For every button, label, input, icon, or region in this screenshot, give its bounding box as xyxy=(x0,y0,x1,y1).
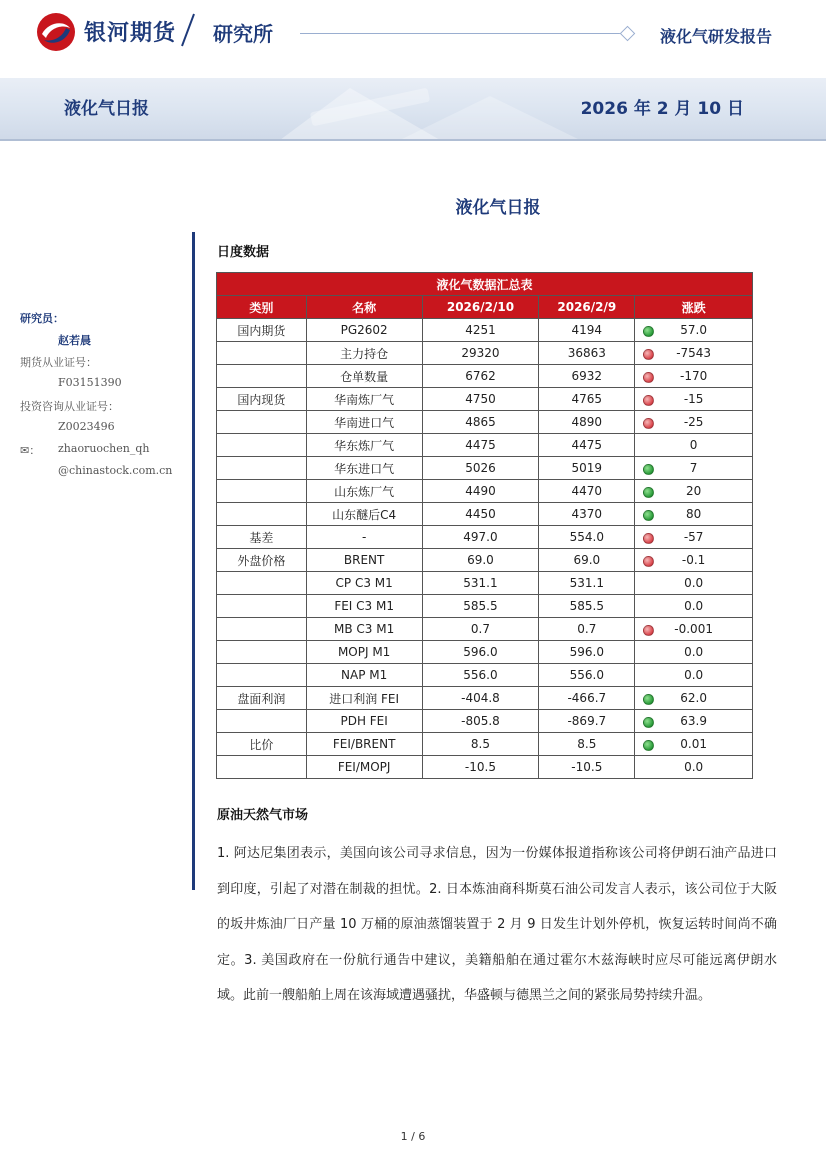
cell-value-date-2: 0.7 xyxy=(539,618,635,641)
cell-change xyxy=(635,618,753,641)
cell-value-date-2: 596.0 xyxy=(539,641,635,664)
cell-change xyxy=(635,480,753,503)
cell-change xyxy=(635,664,753,687)
cell-value-date-2: 8.5 xyxy=(539,733,635,756)
cell-name: NAP M1 xyxy=(306,664,422,687)
cell-name: CP C3 M1 xyxy=(306,572,422,595)
cell-change xyxy=(635,710,753,733)
cell-value-date-1: 5026 xyxy=(422,457,539,480)
cell-value-date-1: 6762 xyxy=(422,365,539,388)
cell-name: 山东炼厂气 xyxy=(306,480,422,503)
change-value: 0.01 xyxy=(680,737,707,751)
cell-category xyxy=(217,342,307,365)
advisory-cert-number: Z0023496 xyxy=(58,420,115,433)
cell-category: 比价 xyxy=(217,733,307,756)
cell-category xyxy=(217,365,307,388)
cell-value-date-2: -10.5 xyxy=(539,756,635,779)
down-indicator-icon xyxy=(643,349,654,360)
email-icon: ✉： xyxy=(20,444,41,457)
cell-change xyxy=(635,411,753,434)
cell-value-date-1: 8.5 xyxy=(422,733,539,756)
division-name: 研究所 xyxy=(213,22,273,46)
cell-change xyxy=(635,641,753,664)
cell-value-date-2: 36863 xyxy=(539,342,635,365)
cell-category xyxy=(217,411,307,434)
change-value: 63.9 xyxy=(680,714,707,728)
cell-name: 华南进口气 xyxy=(306,411,422,434)
table-row xyxy=(217,756,753,779)
cell-change xyxy=(635,687,753,710)
email-line-1[interactable]: zhaoruochen_qh xyxy=(58,442,150,455)
cell-value-date-2: -869.7 xyxy=(539,710,635,733)
futures-cert-number: F03151390 xyxy=(58,376,122,389)
change-value: -0.1 xyxy=(681,553,706,567)
cell-name: FEI/BRENT xyxy=(306,733,422,756)
up-indicator-icon xyxy=(643,717,654,728)
cell-value-date-1: -805.8 xyxy=(422,710,539,733)
cell-name: PDH FEI xyxy=(306,710,422,733)
down-indicator-icon xyxy=(643,372,654,383)
cell-value-date-2: 554.0 xyxy=(539,526,635,549)
up-indicator-icon xyxy=(643,510,654,521)
cell-category xyxy=(217,457,307,480)
cell-name: MB C3 M1 xyxy=(306,618,422,641)
change-value: -170 xyxy=(680,369,708,383)
change-value: 0.0 xyxy=(684,760,704,774)
change-value: -57 xyxy=(683,530,704,544)
cell-value-date-2: 4475 xyxy=(539,434,635,457)
band-decoration xyxy=(240,78,600,140)
cell-value-date-1: 4450 xyxy=(422,503,539,526)
up-indicator-icon xyxy=(643,694,654,705)
cell-change xyxy=(635,756,753,779)
table-row xyxy=(217,411,753,434)
change-value: -7543 xyxy=(676,346,712,360)
cell-value-date-2: 556.0 xyxy=(539,664,635,687)
cell-category xyxy=(217,710,307,733)
advisory-cert-label: 投资咨询从业证号： xyxy=(20,400,119,413)
cell-category xyxy=(217,595,307,618)
band-title: 液化气日报 xyxy=(64,99,149,119)
down-indicator-icon xyxy=(643,395,654,406)
table-row xyxy=(217,687,753,710)
report-type: 液化气研发报告 xyxy=(659,27,772,46)
cell-value-date-1: 69.0 xyxy=(422,549,539,572)
cell-change xyxy=(635,319,753,342)
cell-value-date-2: 4370 xyxy=(539,503,635,526)
table-row xyxy=(217,457,753,480)
change-value: 0 xyxy=(689,438,698,452)
cell-name: 华南炼厂气 xyxy=(306,388,422,411)
table-caption: 液化气数据汇总表 xyxy=(217,273,753,296)
table-row xyxy=(217,319,753,342)
header-diamond-icon xyxy=(620,26,636,42)
researcher-name: 赵若晨 xyxy=(58,334,91,347)
cell-value-date-1: 497.0 xyxy=(422,526,539,549)
document-title: 液化气日报 xyxy=(455,198,541,218)
table-row xyxy=(217,434,753,457)
table-row xyxy=(217,365,753,388)
futures-cert-label: 期货从业证号： xyxy=(20,356,97,369)
change-value: 0.0 xyxy=(684,599,704,613)
cell-change xyxy=(635,457,753,480)
cell-change xyxy=(635,434,753,457)
table-row xyxy=(217,710,753,733)
change-value: 80 xyxy=(685,507,702,521)
cell-category: 外盘价格 xyxy=(217,549,307,572)
cell-change xyxy=(635,549,753,572)
cell-category: 盘面利润 xyxy=(217,687,307,710)
daily-data-heading: 日度数据 xyxy=(217,245,270,260)
table-row xyxy=(217,549,753,572)
header-slash-divider xyxy=(178,12,198,48)
table-row xyxy=(217,664,753,687)
change-value: -25 xyxy=(683,415,704,429)
cell-value-date-2: 4765 xyxy=(539,388,635,411)
cell-name: FEI C3 M1 xyxy=(306,595,422,618)
cell-value-date-1: 585.5 xyxy=(422,595,539,618)
cell-value-date-2: 4890 xyxy=(539,411,635,434)
cell-value-date-1: 556.0 xyxy=(422,664,539,687)
cell-name: BRENT xyxy=(306,549,422,572)
email-line-2[interactable]: @chinastock.com.cn xyxy=(58,464,173,477)
cell-change xyxy=(635,733,753,756)
researcher-label: 研究员： xyxy=(20,312,64,325)
change-value: 7 xyxy=(689,461,698,475)
table-header-row xyxy=(217,296,753,319)
cell-value-date-1: 596.0 xyxy=(422,641,539,664)
table-row xyxy=(217,503,753,526)
cell-value-date-1: 4475 xyxy=(422,434,539,457)
cell-value-date-1: 4490 xyxy=(422,480,539,503)
cell-change xyxy=(635,572,753,595)
down-indicator-icon xyxy=(643,418,654,429)
cell-value-date-1: -404.8 xyxy=(422,687,539,710)
table-row xyxy=(217,618,753,641)
header-date-2: 2026/2/9 xyxy=(539,296,635,319)
cell-name: 华东进口气 xyxy=(306,457,422,480)
cell-name: 主力持仓 xyxy=(306,342,422,365)
cell-value-date-2: 531.1 xyxy=(539,572,635,595)
cell-value-date-2: -466.7 xyxy=(539,687,635,710)
header-date-1: 2026/2/10 xyxy=(422,296,539,319)
band-divider xyxy=(0,139,826,141)
cell-value-date-1: 29320 xyxy=(422,342,539,365)
cell-name: 仓单数量 xyxy=(306,365,422,388)
cell-category: 基差 xyxy=(217,526,307,549)
cell-category: 国内期货 xyxy=(217,319,307,342)
cell-category xyxy=(217,572,307,595)
report-date: 2026 年 2 月 10 日 xyxy=(580,99,744,119)
change-value: 0.0 xyxy=(684,645,704,659)
page-header xyxy=(0,0,826,78)
cell-category xyxy=(217,618,307,641)
header-change: 涨跌 xyxy=(635,296,753,319)
down-indicator-icon xyxy=(643,625,654,636)
table-row xyxy=(217,388,753,411)
lpg-summary-table xyxy=(216,272,753,779)
change-value: -0.001 xyxy=(674,622,713,636)
galaxy-logo-icon xyxy=(36,12,76,52)
table-row xyxy=(217,733,753,756)
cell-change xyxy=(635,342,753,365)
up-indicator-icon xyxy=(643,464,654,475)
header-name: 名称 xyxy=(306,296,422,319)
cell-category xyxy=(217,641,307,664)
cell-name: MOPJ M1 xyxy=(306,641,422,664)
table-row xyxy=(217,595,753,618)
up-indicator-icon xyxy=(643,740,654,751)
cell-value-date-2: 4194 xyxy=(539,319,635,342)
market-heading: 原油天然气市场 xyxy=(217,808,309,823)
cell-change xyxy=(635,388,753,411)
cell-change xyxy=(635,365,753,388)
cell-name: 华东炼厂气 xyxy=(306,434,422,457)
cell-value-date-1: 531.1 xyxy=(422,572,539,595)
change-value: 0.0 xyxy=(684,668,704,682)
cell-name: - xyxy=(306,526,422,549)
cell-category xyxy=(217,480,307,503)
cell-value-date-1: 4750 xyxy=(422,388,539,411)
market-news-paragraph: 1. 阿达尼集团表示，美国向该公司寻求信息，因为一份媒体报道指称该公司将伊朗石油产品进口到印度，引起了对潜在制裁的担忧。2. 日本炼油商科斯莫石油公司发言人表示，该公司位于大阪的坂井炼油厂日产量 10 万桶的原油蒸馏装置于 2 月 9 日发生计划外停机，恢复运转时间尚不确定。3. 美国政府在一份航行通告中建议，美籍船舶在通过霍尔木兹海峡时应尽可能远离伊朗水域。此前一艘船舶上周在该海域遭遇骚扰，华盛顿与德黑兰之间的紧张局势持续升温。 xyxy=(217,846,777,1004)
content-vertical-rule xyxy=(192,232,195,890)
change-value: 0.0 xyxy=(684,576,704,590)
cell-change xyxy=(635,526,753,549)
up-indicator-icon xyxy=(643,487,654,498)
cell-value-date-2: 5019 xyxy=(539,457,635,480)
cell-name: 进口利润 FEI xyxy=(306,687,422,710)
cell-category xyxy=(217,664,307,687)
cell-value-date-1: 4865 xyxy=(422,411,539,434)
cell-category: 国内现货 xyxy=(217,388,307,411)
down-indicator-icon xyxy=(643,533,654,544)
table-body xyxy=(217,319,753,779)
cell-name: FEI/MOPJ xyxy=(306,756,422,779)
cell-value-date-2: 69.0 xyxy=(539,549,635,572)
change-value: -15 xyxy=(683,392,704,406)
change-value: 57.0 xyxy=(680,323,707,337)
change-value: 62.0 xyxy=(680,691,707,705)
table-row xyxy=(217,480,753,503)
table-row xyxy=(217,526,753,549)
up-indicator-icon xyxy=(643,326,654,337)
cell-name: 山东醚后C4 xyxy=(306,503,422,526)
cell-value-date-2: 585.5 xyxy=(539,595,635,618)
cell-value-date-2: 4470 xyxy=(539,480,635,503)
down-indicator-icon xyxy=(643,556,654,567)
cell-value-date-1: 4251 xyxy=(422,319,539,342)
table-row xyxy=(217,641,753,664)
cell-name: PG2602 xyxy=(306,319,422,342)
table-row xyxy=(217,342,753,365)
header-rule xyxy=(300,33,622,34)
header-category: 类别 xyxy=(217,296,307,319)
cell-change xyxy=(635,503,753,526)
cell-category xyxy=(217,503,307,526)
table-row xyxy=(217,572,753,595)
cell-category xyxy=(217,756,307,779)
change-value: 20 xyxy=(685,484,702,498)
cell-value-date-1: 0.7 xyxy=(422,618,539,641)
company-name: 银河期货 xyxy=(84,21,177,46)
cell-category xyxy=(217,434,307,457)
cell-change xyxy=(635,595,753,618)
cell-value-date-1: -10.5 xyxy=(422,756,539,779)
cell-value-date-2: 6932 xyxy=(539,365,635,388)
page-number: 1 / 6 xyxy=(400,1130,426,1143)
